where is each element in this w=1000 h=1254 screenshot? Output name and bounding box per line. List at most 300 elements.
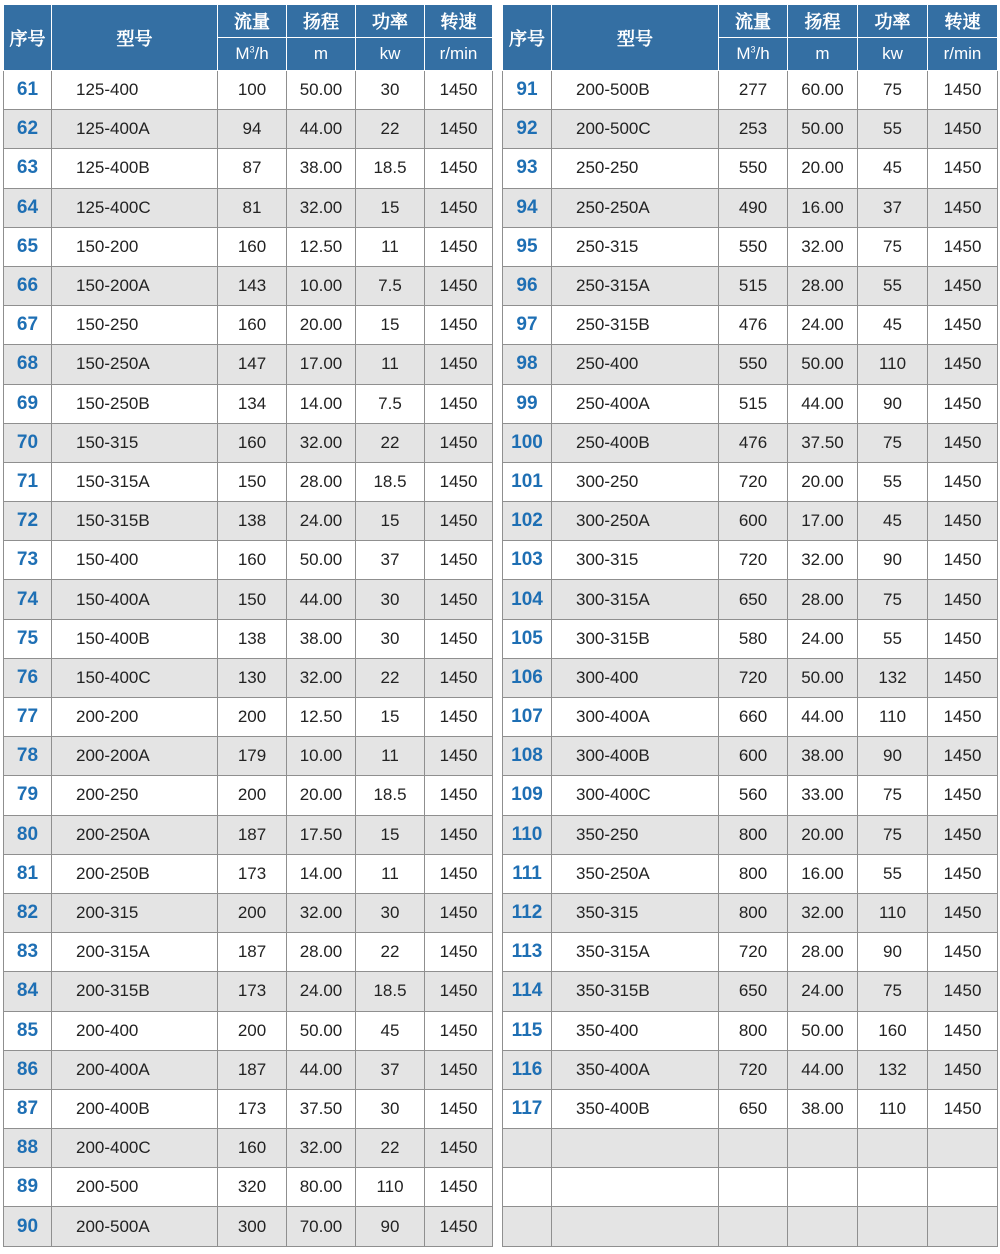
cell-flow: 800 <box>719 854 788 893</box>
cell-flow: 650 <box>719 972 788 1011</box>
cell-head: 44.00 <box>788 698 858 737</box>
cell-no: 65 <box>4 227 52 266</box>
cell-model: 350-250 <box>552 815 719 854</box>
table-row <box>503 776 998 815</box>
cell-head: 16.00 <box>788 854 858 893</box>
cell-model: 150-315 <box>52 423 218 462</box>
cell-power: 22 <box>356 933 425 972</box>
cell-power: 11 <box>356 854 425 893</box>
cell-power: 160 <box>858 1011 928 1050</box>
cell-head: 50.00 <box>788 658 858 697</box>
table-row <box>503 345 998 384</box>
cell-speed: 1450 <box>425 1011 493 1050</box>
cell-power: 7.5 <box>356 384 425 423</box>
cell-model: 300-315B <box>552 619 719 658</box>
cell-model: 300-315A <box>552 580 719 619</box>
cell-power: 90 <box>858 541 928 580</box>
cell-head: 38.00 <box>788 737 858 776</box>
table-row <box>4 110 493 149</box>
cell-flow: 173 <box>218 854 287 893</box>
cell-power: 55 <box>858 854 928 893</box>
cell-model: 200-315A <box>52 933 218 972</box>
cell-speed: 1450 <box>425 306 493 345</box>
cell-flow: 550 <box>719 345 788 384</box>
cell-power: 30 <box>356 71 425 110</box>
table-row <box>503 71 998 110</box>
cell-speed: 1450 <box>425 502 493 541</box>
cell-flow: 160 <box>218 423 287 462</box>
cell-no: 81 <box>4 854 52 893</box>
cell-model: 150-250B <box>52 384 218 423</box>
cell-speed: 1450 <box>425 854 493 893</box>
flow-unit-main: M <box>235 44 250 63</box>
cell-no: 106 <box>503 658 552 697</box>
cell-no: 110 <box>503 815 552 854</box>
cell-model: 150-400A <box>52 580 218 619</box>
cell-power: 75 <box>858 71 928 110</box>
cell-no: 92 <box>503 110 552 149</box>
cell-model <box>552 1168 719 1207</box>
cell-flow: 150 <box>218 580 287 619</box>
header-head-unit: m <box>788 38 858 71</box>
cell-no: 86 <box>4 1050 52 1089</box>
cell-head: 20.00 <box>788 149 858 188</box>
cell-no <box>503 1207 552 1246</box>
table-row <box>503 815 998 854</box>
cell-head: 10.00 <box>287 737 356 776</box>
cell-model <box>552 1129 719 1168</box>
cell-no: 85 <box>4 1011 52 1050</box>
cell-no <box>503 1168 552 1207</box>
cell-no: 89 <box>4 1168 52 1207</box>
header-power-unit: kw <box>858 38 928 71</box>
table-row <box>503 619 998 658</box>
table-row <box>503 1207 998 1246</box>
cell-model: 200-200 <box>52 698 218 737</box>
cell-no: 71 <box>4 462 52 501</box>
cell-power: 15 <box>356 306 425 345</box>
cell-head: 44.00 <box>788 1050 858 1089</box>
cell-flow: 490 <box>719 188 788 227</box>
cell-power: 15 <box>356 698 425 737</box>
cell-power: 45 <box>858 306 928 345</box>
table-row <box>503 933 998 972</box>
cell-speed: 1450 <box>928 384 998 423</box>
table-row <box>503 541 998 580</box>
cell-flow: 187 <box>218 815 287 854</box>
cell-model: 250-400 <box>552 345 719 384</box>
cell-model: 200-250A <box>52 815 218 854</box>
cell-head: 17.50 <box>287 815 356 854</box>
cell-head: 32.00 <box>287 658 356 697</box>
cell-no: 77 <box>4 698 52 737</box>
cell-flow <box>719 1129 788 1168</box>
cell-power: 132 <box>858 1050 928 1089</box>
cell-speed: 1450 <box>928 1089 998 1128</box>
cell-head: 32.00 <box>788 227 858 266</box>
table-row <box>4 384 493 423</box>
cell-model: 350-400B <box>552 1089 719 1128</box>
cell-no: 91 <box>503 71 552 110</box>
cell-speed <box>928 1129 998 1168</box>
cell-head: 80.00 <box>287 1168 356 1207</box>
cell-speed: 1450 <box>425 266 493 305</box>
cell-power <box>858 1129 928 1168</box>
cell-speed: 1450 <box>928 698 998 737</box>
cell-speed: 1450 <box>425 149 493 188</box>
cell-head: 32.00 <box>287 423 356 462</box>
header-no: 序号 <box>503 5 552 71</box>
table-row <box>503 462 998 501</box>
header-head: 扬程 <box>788 5 858 38</box>
table-row <box>4 933 493 972</box>
table-row <box>4 502 493 541</box>
table-row <box>4 698 493 737</box>
cell-model: 250-250 <box>552 149 719 188</box>
table-row <box>4 1129 493 1168</box>
cell-no: 62 <box>4 110 52 149</box>
cell-head: 50.00 <box>788 1011 858 1050</box>
cell-power: 110 <box>858 345 928 384</box>
cell-flow: 173 <box>218 972 287 1011</box>
cell-head: 50.00 <box>287 71 356 110</box>
cell-flow: 580 <box>719 619 788 658</box>
cell-power: 90 <box>858 384 928 423</box>
table-row <box>503 1168 998 1207</box>
flow-unit-tail: /h <box>755 44 770 63</box>
cell-no: 83 <box>4 933 52 972</box>
cell-no: 80 <box>4 815 52 854</box>
cell-speed: 1450 <box>928 306 998 345</box>
cell-speed: 1450 <box>425 423 493 462</box>
cell-model: 250-315A <box>552 266 719 305</box>
table-row <box>503 384 998 423</box>
cell-speed: 1450 <box>425 933 493 972</box>
cell-speed <box>928 1207 998 1246</box>
cell-speed: 1450 <box>425 658 493 697</box>
cell-flow: 160 <box>218 227 287 266</box>
cell-flow: 138 <box>218 502 287 541</box>
cell-no: 79 <box>4 776 52 815</box>
cell-power: 37 <box>356 541 425 580</box>
cell-flow: 130 <box>218 658 287 697</box>
header-model: 型号 <box>552 5 719 71</box>
cell-speed: 1450 <box>928 1011 998 1050</box>
header-head-unit: m <box>287 38 356 71</box>
cell-power: 90 <box>858 737 928 776</box>
header-power: 功率 <box>356 5 425 38</box>
cell-power: 75 <box>858 815 928 854</box>
cell-model: 150-400C <box>52 658 218 697</box>
cell-head: 28.00 <box>287 462 356 501</box>
cell-model: 250-400B <box>552 423 719 462</box>
table-row <box>4 71 493 110</box>
cell-flow: 160 <box>218 541 287 580</box>
cell-power: 110 <box>858 698 928 737</box>
table-row <box>4 188 493 227</box>
cell-head: 24.00 <box>788 972 858 1011</box>
cell-flow: 550 <box>719 227 788 266</box>
table-row <box>503 306 998 345</box>
cell-head: 24.00 <box>788 619 858 658</box>
cell-no: 99 <box>503 384 552 423</box>
header-power-unit: kw <box>356 38 425 71</box>
cell-speed: 1450 <box>928 71 998 110</box>
cell-power: 18.5 <box>356 462 425 501</box>
cell-power: 132 <box>858 658 928 697</box>
cell-speed: 1450 <box>928 423 998 462</box>
cell-head: 17.00 <box>788 502 858 541</box>
cell-head: 50.00 <box>788 110 858 149</box>
cell-no: 114 <box>503 972 552 1011</box>
cell-no: 95 <box>503 227 552 266</box>
table-body-right <box>503 71 998 1247</box>
cell-no: 116 <box>503 1050 552 1089</box>
cell-no: 102 <box>503 502 552 541</box>
cell-no: 88 <box>4 1129 52 1168</box>
cell-model: 250-315B <box>552 306 719 345</box>
cell-power: 15 <box>356 502 425 541</box>
cell-no: 73 <box>4 541 52 580</box>
cell-power: 45 <box>858 502 928 541</box>
cell-head: 20.00 <box>788 815 858 854</box>
cell-model: 200-250B <box>52 854 218 893</box>
cell-model: 150-250 <box>52 306 218 345</box>
flow-unit-main: M <box>736 44 751 63</box>
cell-speed: 1450 <box>425 110 493 149</box>
cell-flow: 660 <box>719 698 788 737</box>
cell-no: 93 <box>503 149 552 188</box>
header-flow: 流量 <box>719 5 788 38</box>
cell-flow <box>719 1207 788 1246</box>
cell-head: 50.00 <box>788 345 858 384</box>
cell-power: 22 <box>356 1129 425 1168</box>
cell-model: 350-400A <box>552 1050 719 1089</box>
cell-head: 20.00 <box>788 462 858 501</box>
cell-head: 32.00 <box>788 541 858 580</box>
cell-model: 300-400C <box>552 776 719 815</box>
table-row <box>4 462 493 501</box>
cell-speed: 1450 <box>425 698 493 737</box>
cell-flow: 560 <box>719 776 788 815</box>
cell-model: 150-200 <box>52 227 218 266</box>
cell-model: 200-500A <box>52 1207 218 1246</box>
table-row <box>503 502 998 541</box>
cell-flow: 187 <box>218 933 287 972</box>
cell-model: 200-400C <box>52 1129 218 1168</box>
cell-speed: 1450 <box>928 933 998 972</box>
cell-model: 350-250A <box>552 854 719 893</box>
cell-model: 300-250 <box>552 462 719 501</box>
header-flow-unit <box>218 38 287 71</box>
cell-model: 150-400 <box>52 541 218 580</box>
cell-no: 117 <box>503 1089 552 1128</box>
cell-power: 15 <box>356 188 425 227</box>
cell-no: 111 <box>503 854 552 893</box>
cell-power <box>858 1168 928 1207</box>
table-row <box>4 541 493 580</box>
cell-speed: 1450 <box>928 266 998 305</box>
cell-head: 32.00 <box>287 188 356 227</box>
cell-power: 110 <box>356 1168 425 1207</box>
cell-speed: 1450 <box>425 893 493 932</box>
cell-flow: 143 <box>218 266 287 305</box>
cell-no: 76 <box>4 658 52 697</box>
cell-power: 75 <box>858 423 928 462</box>
cell-model: 350-315B <box>552 972 719 1011</box>
cell-flow: 179 <box>218 737 287 776</box>
table-row <box>503 580 998 619</box>
table-row <box>503 1050 998 1089</box>
table-row <box>503 227 998 266</box>
table-row <box>4 815 493 854</box>
cell-power: 75 <box>858 227 928 266</box>
cell-head: 24.00 <box>287 972 356 1011</box>
cell-head <box>788 1129 858 1168</box>
cell-no: 113 <box>503 933 552 972</box>
table-row <box>4 854 493 893</box>
cell-model: 200-250 <box>52 776 218 815</box>
cell-speed: 1450 <box>928 502 998 541</box>
cell-model: 150-250A <box>52 345 218 384</box>
cell-no: 97 <box>503 306 552 345</box>
cell-power: 18.5 <box>356 776 425 815</box>
cell-power: 37 <box>858 188 928 227</box>
cell-no: 100 <box>503 423 552 462</box>
cell-speed: 1450 <box>928 854 998 893</box>
cell-power: 45 <box>858 149 928 188</box>
flow-unit-sup: 3 <box>249 44 255 55</box>
header-speed-unit: r/min <box>425 38 493 71</box>
cell-power: 110 <box>858 893 928 932</box>
cell-head: 17.00 <box>287 345 356 384</box>
cell-power: 22 <box>356 658 425 697</box>
cell-power: 7.5 <box>356 266 425 305</box>
cell-head: 44.00 <box>287 1050 356 1089</box>
cell-head: 32.00 <box>287 893 356 932</box>
cell-no: 67 <box>4 306 52 345</box>
cell-power: 90 <box>356 1207 425 1246</box>
table-row <box>4 580 493 619</box>
cell-flow: 800 <box>719 1011 788 1050</box>
cell-speed: 1450 <box>928 580 998 619</box>
table-row <box>503 110 998 149</box>
cell-power: 75 <box>858 972 928 1011</box>
cell-flow: 150 <box>218 462 287 501</box>
cell-no: 82 <box>4 893 52 932</box>
cell-flow: 720 <box>719 658 788 697</box>
cell-no: 68 <box>4 345 52 384</box>
cell-no: 69 <box>4 384 52 423</box>
cell-model: 125-400B <box>52 149 218 188</box>
cell-flow: 515 <box>719 384 788 423</box>
table-header <box>4 5 493 71</box>
cell-power: 55 <box>858 462 928 501</box>
cell-flow: 200 <box>218 698 287 737</box>
cell-flow: 81 <box>218 188 287 227</box>
cell-no: 107 <box>503 698 552 737</box>
cell-speed: 1450 <box>425 737 493 776</box>
table-row <box>4 776 493 815</box>
cell-no <box>503 1129 552 1168</box>
cell-model: 125-400A <box>52 110 218 149</box>
cell-no: 61 <box>4 71 52 110</box>
cell-no: 109 <box>503 776 552 815</box>
cell-flow: 277 <box>719 71 788 110</box>
cell-flow: 320 <box>218 1168 287 1207</box>
table-row <box>4 1089 493 1128</box>
cell-no: 84 <box>4 972 52 1011</box>
cell-flow: 720 <box>719 933 788 972</box>
table-row <box>503 188 998 227</box>
cell-head: 50.00 <box>287 1011 356 1050</box>
table-row <box>4 737 493 776</box>
cell-power: 55 <box>858 110 928 149</box>
cell-flow <box>719 1168 788 1207</box>
cell-flow: 187 <box>218 1050 287 1089</box>
cell-power: 22 <box>356 423 425 462</box>
cell-speed: 1450 <box>425 462 493 501</box>
table-row <box>4 345 493 384</box>
cell-head: 38.00 <box>287 149 356 188</box>
cell-power: 22 <box>356 110 425 149</box>
cell-power: 30 <box>356 1089 425 1128</box>
cell-power: 30 <box>356 619 425 658</box>
cell-speed: 1450 <box>425 227 493 266</box>
cell-speed: 1450 <box>928 815 998 854</box>
cell-flow: 650 <box>719 1089 788 1128</box>
cell-model: 250-400A <box>552 384 719 423</box>
cell-no: 75 <box>4 619 52 658</box>
cell-flow: 300 <box>218 1207 287 1246</box>
cell-head: 44.00 <box>788 384 858 423</box>
cell-flow: 253 <box>719 110 788 149</box>
cell-model: 250-315 <box>552 227 719 266</box>
cell-flow: 160 <box>218 306 287 345</box>
header-no: 序号 <box>4 5 52 71</box>
header-head: 扬程 <box>287 5 356 38</box>
cell-no: 98 <box>503 345 552 384</box>
cell-model: 300-250A <box>552 502 719 541</box>
cell-head: 20.00 <box>287 306 356 345</box>
cell-model <box>552 1207 719 1246</box>
cell-speed: 1450 <box>425 384 493 423</box>
cell-speed: 1450 <box>425 541 493 580</box>
spec-sheet <box>3 4 997 1250</box>
cell-speed: 1450 <box>928 619 998 658</box>
table-row <box>4 306 493 345</box>
cell-speed: 1450 <box>425 972 493 1011</box>
cell-no: 64 <box>4 188 52 227</box>
table-row <box>503 1129 998 1168</box>
cell-head: 44.00 <box>287 110 356 149</box>
cell-model: 300-315 <box>552 541 719 580</box>
table-row <box>503 854 998 893</box>
cell-head <box>788 1168 858 1207</box>
cell-flow: 600 <box>719 502 788 541</box>
cell-power: 18.5 <box>356 972 425 1011</box>
cell-head: 10.00 <box>287 266 356 305</box>
cell-no: 66 <box>4 266 52 305</box>
cell-speed: 1450 <box>425 580 493 619</box>
cell-flow: 200 <box>218 1011 287 1050</box>
cell-no: 115 <box>503 1011 552 1050</box>
cell-flow: 600 <box>719 737 788 776</box>
cell-flow: 515 <box>719 266 788 305</box>
cell-model: 200-400 <box>52 1011 218 1050</box>
table-header <box>503 5 998 71</box>
cell-model: 300-400 <box>552 658 719 697</box>
